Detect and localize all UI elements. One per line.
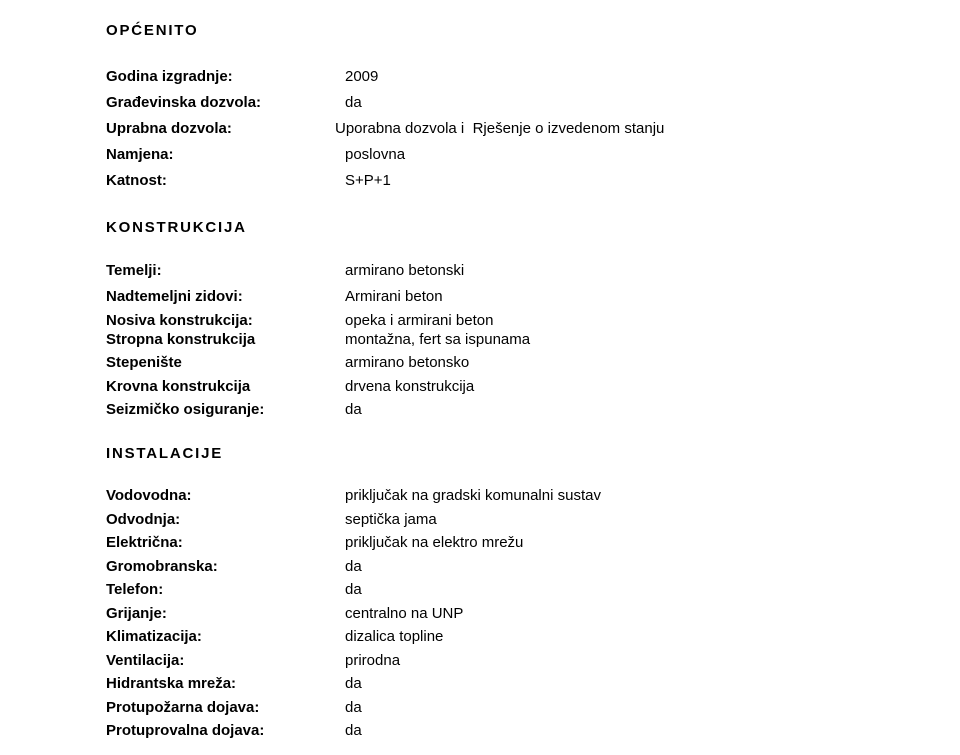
row-namjena xyxy=(106,146,866,172)
row-elektricna xyxy=(106,534,866,558)
section-heading-instalacije: INSTALACIJE xyxy=(106,444,224,462)
row-uprabna-dozvola xyxy=(106,120,866,146)
row-label: Namjena: xyxy=(106,146,174,163)
row-value: priključak na gradski komunalni sustav xyxy=(345,487,601,504)
row-label: Nosiva konstrukcija: xyxy=(106,311,253,329)
row-label: Protupožarna dojava: xyxy=(106,698,260,716)
row-value: poslovna xyxy=(345,146,406,163)
row-stropna-konstrukcija xyxy=(106,331,866,355)
row-ventilacija xyxy=(106,652,866,676)
row-label: Vodovodna: xyxy=(106,487,192,504)
row-value: 2009 xyxy=(345,68,379,85)
row-gradevinska-dozvola xyxy=(106,94,866,120)
row-label: Uprabna dozvola: xyxy=(106,120,232,137)
row-nosiva-konstrukcija xyxy=(106,312,866,331)
row-value: S+P+1 xyxy=(345,172,391,189)
row-vodovodna xyxy=(106,487,866,511)
row-label: Seizmičko osiguranje: xyxy=(106,401,265,418)
row-value: da xyxy=(345,675,362,692)
row-temelji xyxy=(106,262,866,288)
row-telefon xyxy=(106,581,866,605)
section-instalacije xyxy=(106,444,866,746)
row-protupozarna-dojava xyxy=(106,699,866,723)
row-seizmicko-osiguranje xyxy=(106,401,866,425)
row-label: Stepenište xyxy=(106,354,182,371)
row-label: Godina izgradnje: xyxy=(106,68,233,85)
row-value: priključak na elektro mrežu xyxy=(345,534,524,551)
row-label: Nadtemeljni zidovi: xyxy=(106,288,243,305)
row-stepeniste xyxy=(106,354,866,378)
row-label: Klimatizacija: xyxy=(106,628,202,645)
row-value: opeka i armirani beton xyxy=(345,311,494,329)
row-value: da xyxy=(345,722,362,739)
property-details-document xyxy=(106,0,866,746)
row-value: armirano betonski xyxy=(345,262,465,279)
row-katnost xyxy=(106,172,866,198)
row-hidrantska-mreza xyxy=(106,675,866,699)
row-value: da xyxy=(345,557,362,575)
row-value: Uporabna dozvola i Rješenje o izvedenom stanju xyxy=(335,120,665,137)
row-protuprovalna-dojava xyxy=(106,722,866,746)
row-label: Odvodnja: xyxy=(106,510,181,528)
row-label: Temelji: xyxy=(106,262,162,279)
row-godina-izgradnje xyxy=(106,68,866,94)
row-value: montažna, fert sa ispunama xyxy=(345,330,531,348)
section-konstrukcija xyxy=(106,218,866,425)
row-gromobranska xyxy=(106,558,866,582)
row-label: Ventilacija: xyxy=(106,651,185,669)
row-label: Hidrantska mreža: xyxy=(106,675,237,692)
row-label: Električna: xyxy=(106,534,183,551)
row-value: da xyxy=(345,94,362,111)
section-opcenito xyxy=(106,21,866,198)
row-value: septička jama xyxy=(345,510,437,528)
row-label: Katnost: xyxy=(106,172,167,189)
section-heading-opcenito: OPĆENITO xyxy=(106,22,199,39)
row-value: da xyxy=(345,581,362,598)
row-value: da xyxy=(345,401,362,418)
row-grijanje xyxy=(106,605,866,629)
row-label: Protuprovalna dojava: xyxy=(106,722,265,739)
row-value: dizalica topline xyxy=(345,628,444,645)
row-label: Stropna konstrukcija xyxy=(106,330,256,348)
row-label: Grijanje: xyxy=(106,604,167,622)
row-value: drvena konstrukcija xyxy=(345,377,475,395)
row-label: Gromobranska: xyxy=(106,557,218,575)
row-klimatizacija xyxy=(106,628,866,652)
row-value: da xyxy=(345,698,362,716)
row-label: Krovna konstrukcija xyxy=(106,377,251,395)
row-value: Armirani beton xyxy=(345,288,443,305)
row-label: Građevinska dozvola: xyxy=(106,94,262,111)
section-heading-konstrukcija: KONSTRUKCIJA xyxy=(106,219,247,236)
row-value: prirodna xyxy=(345,651,401,669)
row-krovna-konstrukcija xyxy=(106,378,866,402)
row-value: centralno na UNP xyxy=(345,604,464,622)
row-nadtemeljni-zidovi xyxy=(106,288,866,312)
row-label: Telefon: xyxy=(106,581,164,598)
row-odvodnja xyxy=(106,511,866,535)
row-value: armirano betonsko xyxy=(345,354,470,371)
